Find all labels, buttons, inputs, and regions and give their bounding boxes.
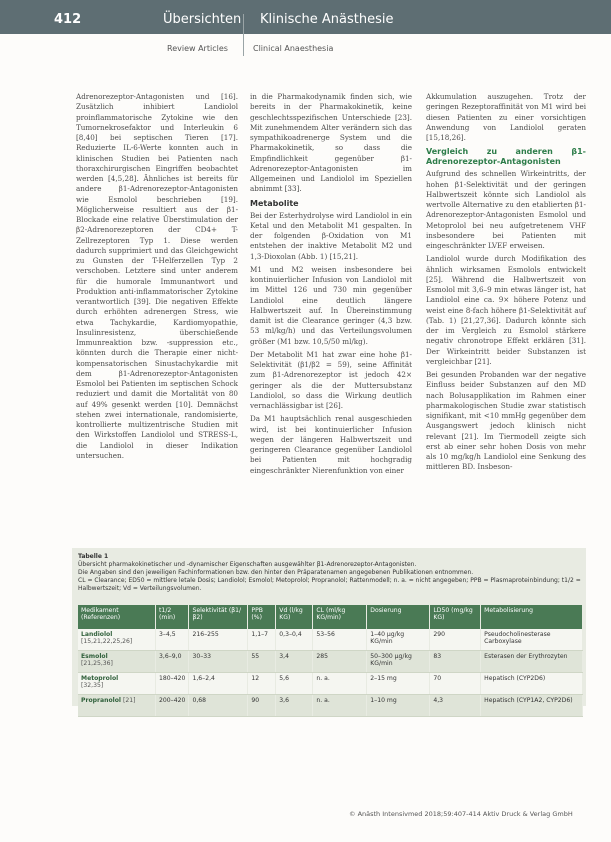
drug-refs: [15,21,22,25,26]: [81, 638, 133, 645]
text-column-3: [426, 92, 586, 476]
table-label: Tabelle 1: [78, 553, 109, 560]
table-cell: 0,68: [189, 695, 248, 717]
drug-refs: [32,35]: [81, 682, 104, 689]
drug-name: Esmolol: [81, 653, 108, 660]
table-cell: n. a.: [313, 673, 367, 695]
table-cell: 83: [430, 651, 481, 673]
header-bar: [0, 0, 611, 34]
table-cell: 216–255: [189, 629, 248, 651]
footer-citation: © Anästh Intensivmed 2018;59:407-414 Aktiv Druck & Verlag GmbH: [349, 810, 573, 818]
table-cell: 90: [248, 695, 276, 717]
table-cell: 3,6: [276, 695, 313, 717]
table-cell: 180–420: [156, 673, 189, 695]
table-cell: 1,1–7: [248, 629, 276, 651]
table-row: [78, 673, 583, 695]
paragraph: Aufgrund des schnellen Wirkeintritts, der hohen β1-Selektivität und der geringen Halbwertszeit könnte sich Landiolol als wertvolle Alternative zu den etablierten β1-Adrenorezeptor-Antagonisten Esmolol und Metoprolol bei neu aufgetretenem VHF insbesondere bei Patienten mit eingeschränkter LVEF erweisen.: [426, 169, 586, 250]
table-caption-line: Übersicht pharmakokinetischer und -dynamischer Eigenschaften ausgewählter β1-Adrenorezeptor-Antagonisten.: [78, 561, 417, 568]
table-cell: 12: [248, 673, 276, 695]
paragraph: Bei der Esterhydrolyse wird Landiolol in ein Ketal und den Metabolit M1 gespalten. In der folgenden β-Oxidation von M1 entstehen der inaktive Metabolit M2 und 1,3-Dioxolan (Abb. 1) [15,21].: [250, 210, 412, 261]
column-header: LD50 (mg/kg KG): [430, 605, 481, 629]
table-caption-line: CL = Clearance; ED50 = mittlere letale Dosis; Landiolol; Esmolol; Metoprolol; Propranolol; Rattenmodell; n. a. = nicht angegeben; PPB = Plasmaproteinbindung; t1/2 = Halbwertszeit; Vd = Verteilungsvolumen.: [78, 577, 581, 592]
table-cell: 4,3: [430, 695, 481, 717]
table-caption-line: Die Angaben sind den jeweiligen Fachinformationen bzw. den hinter den Präparatenamen angegebenen Publikationen entnommen.: [78, 569, 474, 576]
table-cell-drug: [78, 629, 156, 651]
table-cell: 50–300 μg/kg KG/min: [367, 651, 430, 673]
column-header: CL (ml/kg KG/min): [313, 605, 367, 629]
subsection-left: Review Articles: [167, 44, 228, 53]
paragraph: Der Metabolit M1 hat zwar eine hohe β1-Selektivität (β1/β2 = 59), seine Affinität zum β1-Adrenorezeptor ist jedoch 42× geringer als die der Muttersubstanz Landiolol, so dass die Wirkung deutlich vernachlässigbar ist [26].: [250, 349, 412, 410]
page-number: 412: [54, 12, 82, 27]
table-cell: 55: [248, 651, 276, 673]
table-cell: Esterasen der Erythrozyten: [481, 651, 583, 673]
table-cell: Hepatisch (CYP2D6): [481, 673, 583, 695]
section-left: Übersichten: [163, 12, 242, 27]
table-cell: 0,3–0,4: [276, 629, 313, 651]
drug-name: Metoprolol: [81, 675, 119, 682]
drug-refs: [21,25,36]: [81, 660, 113, 667]
paragraph: in die Pharmakodynamik finden sich, wie bereits in der Pharmakokinetik, keine geschlechtsspezifischen Unterschiede [23]. Mit zunehmendem Alter verändern sich das sympathikoadrenerge System und die Pharmakokinetik, so dass die Empfindlichkeit gegenüber β1-Adrenorezeptor-Antagonisten im Allgemeinen und Landiolol im Speziellen abnimmt [33].: [250, 92, 412, 194]
column-header: Dosierung: [367, 605, 430, 629]
column-header: PPB (%): [248, 605, 276, 629]
table-caption: [78, 553, 583, 593]
table-cell: Hepatisch (CYP1A2, CYP2D6): [481, 695, 583, 717]
column-header: Metabolisierung: [481, 605, 583, 629]
table-cell: 3,4: [276, 651, 313, 673]
table-cell: 1–10 mg: [367, 695, 430, 717]
table-row: [78, 629, 583, 651]
column-header: t1/2 (min): [156, 605, 189, 629]
text-column-1: [76, 92, 238, 464]
section-heading-vergleich: Vergleich zu anderen β1-Adrenorezeptor-Antagonisten: [426, 147, 586, 167]
table-cell: 70: [430, 673, 481, 695]
table-cell-drug: [78, 673, 156, 695]
table-cell: 290: [430, 629, 481, 651]
table-cell: 2–15 mg: [367, 673, 430, 695]
drug-name: Landiolol: [81, 631, 113, 638]
column-header: Medikament (Referenzen): [78, 605, 156, 629]
header-divider: [243, 14, 244, 56]
table-cell: 53–56: [313, 629, 367, 651]
table-cell: 30–33: [189, 651, 248, 673]
column-header: Selektivität (β1/β2): [189, 605, 248, 629]
section-right: Klinische Anästhesie: [260, 12, 394, 27]
subsection-right: Clinical Anaesthesia: [253, 44, 334, 53]
paragraph: Da M1 hauptsächlich renal ausgeschieden wird, ist bei kontinuierlicher Infusion wegen der längeren Halbwertszeit und geringeren Clearance gegenüber Landiolol bei Patienten mit hochgradig eingeschränkter Nierenfunktion von einer: [250, 414, 412, 475]
table-cell: 5,6: [276, 673, 313, 695]
section-heading-metabolite: Metabolite: [250, 198, 299, 208]
paragraph: Adrenorezeptor-Antagonisten und [16]. Zusätzlich inhibiert Landiolol proinflammatorische Zytokine wie den Tumornekrosefaktor und Interleukin 6 [8,40] bei septischen Tieren [17]. Reduzierte IL-6-Werte konnten auch in klinischen Studien bei Patienten nach thoraxchirurgischen Eingriffen beobachtet werden [4,5,28]. Ähnliches ist bereits für andere β1-Adrenorezeptor-Antagonisten wie Esmolol beschrieben [19]. Möglicherweise resultiert aus der β1-Blockade eine relative Überstimulation der β2-Adrenorezeptoren der CD4+ T-Zellrezeptoren Typ 1. Diese werden dadurch supprimiert und das Gleichgewicht zu Gunsten der T-Helferzellen Typ 2 verschoben. Letztere sind unter anderem für die humorale Immunantwort und Produktion anti-inflammatorischer Zytokine verantwortlich [39]. Die negativen Effekte durch erhöhten adrenergen Stress, wie etwa Tachykardie, Kardiomyopathie, Insulinresistenz, überschießende Immunreaktion bzw. -suppression etc., könnten durch die Therapie einer nicht-kompensatorischen Sinustachykardie mit dem β1-Adrenorezeptor-Antagonisten Esmolol bei Patienten im septischen Schock reduziert und damit die Mortalität von 80 auf 49% gesenkt werden [10]. Demnächst stehen zwei internationale, randomisierte, kontrollierte multizentrische Studien mit den Wirkstoffen Landiolol und STRESS-L, die Landiolol in dieser Indikation untersuchen.: [76, 92, 238, 460]
paragraph: Landiolol wurde durch Modifikation des ähnlich wirksamen Esmolols entwickelt [25]. Während die Halbwertszeit von Esmolol mit 3,6–9 min etwas länger ist, hat Landiolol eine ca. 9× höhere Potenz und weist eine 8-fach höhere β1-Selektivität auf (Tab. 1) [21,27,36]. Dadurch könnte sich der im Vergleich zu Esmolol stärkere negativ chronotrope Effekt erklären [31]. Der Wirkeintritt beider Substanzen ist vergleichbar [21].: [426, 254, 586, 366]
paragraph: Akkumulation auszugehen. Trotz der geringen Rezeptoraffinität von M1 wird bei diesen Patienten zu einer vorsichtigen Anwendung von Landiolol geraten [15,18,26].: [426, 92, 586, 142]
table-cell-drug: [78, 695, 156, 717]
table-cell: 3,6–9,0: [156, 651, 189, 673]
drug-name: Propranolol: [81, 697, 122, 704]
table-cell: 3–4,5: [156, 629, 189, 651]
table-cell: 1,6–2,4: [189, 673, 248, 695]
drug-refs: [21]: [122, 697, 136, 704]
table-row: [78, 651, 583, 673]
table-row: [78, 695, 583, 717]
column-header: Vd (l/kg KG): [276, 605, 313, 629]
table-cell: n. a.: [313, 695, 367, 717]
paragraph: M1 und M2 weisen insbesondere bei kontinuierlicher Infusion von Landiolol mit im Mittel 126 und 730 min gegenüber Landiolol eine deutlich längere Halbwertszeit auf. In Übereinstimmung damit ist die Clearance geringer (4,3 bzw. 53 ml/kg/h) und das Verteilungsvolumen größer (M1 bzw. 10,5/50 ml/kg).: [250, 264, 412, 346]
table-cell: 200–420: [156, 695, 189, 717]
table-cell: Pseudocholinesterase Carboxylase: [481, 629, 583, 651]
table-cell: 285: [313, 651, 367, 673]
pharmacology-table: [78, 605, 583, 717]
table-cell: 1–40 μg/kg KG/min: [367, 629, 430, 651]
text-column-2: [250, 92, 412, 479]
paragraph: Bei gesunden Probanden war der negative Einfluss beider Substanzen auf den MD nach Bolusapplikation im Rahmen einer pharmakologischen Studie zwar statistisch signifikant, mit <10 mmHg gegenüber dem Ausgangswert jedoch klinisch nicht relevant [21]. Im Tiermodell zeigte sich erst ab einer sehr hohen Dosis von mehr als 10 mg/kg/h Landiolol eine Senkung des mittleren BD. Insbeson-: [426, 370, 586, 472]
table-header-row: [78, 605, 583, 629]
table-cell-drug: [78, 651, 156, 673]
